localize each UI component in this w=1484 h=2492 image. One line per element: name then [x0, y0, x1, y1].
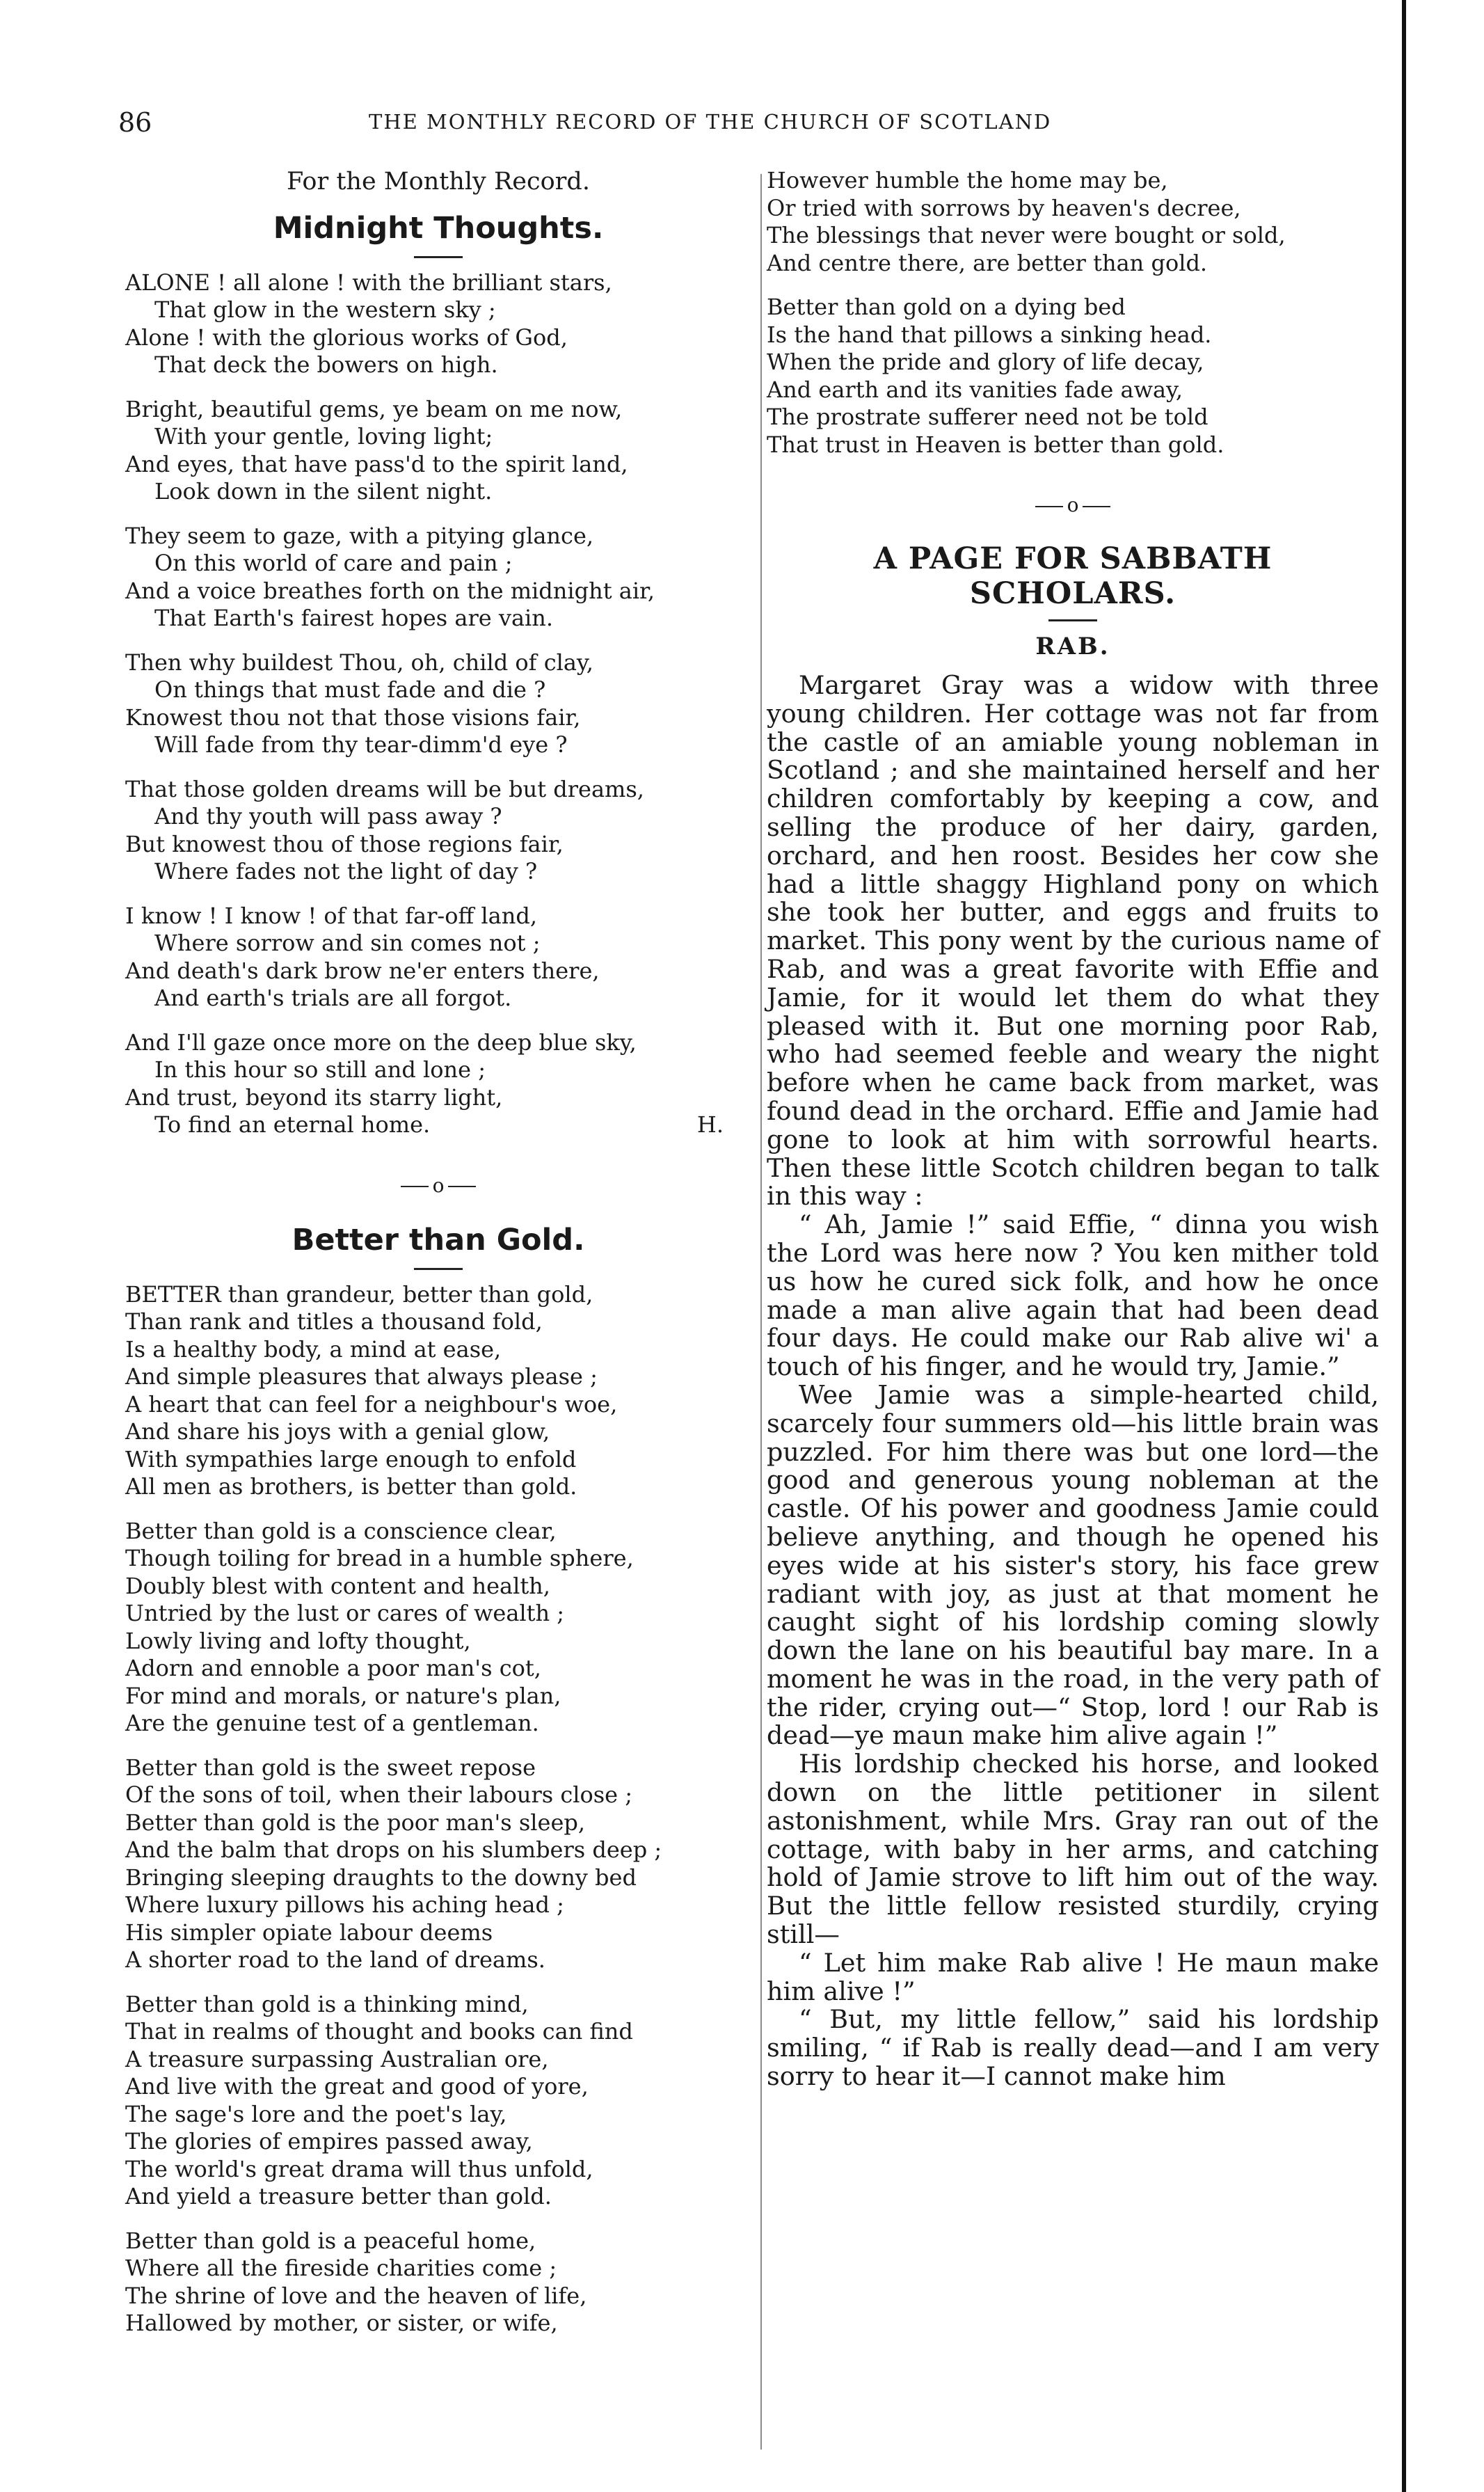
stanza	[125, 1754, 751, 1974]
right-column	[767, 167, 1379, 2091]
poem-title-midnight-thoughts: Midnight Thoughts.	[273, 211, 604, 246]
section-divider	[767, 493, 1379, 516]
story-paragraph: Margaret Gray was a widow with three young children. Her cottage was not far from the castle of an amiable young nobleman in Scotland ; and she maintained herself and her children comfortably by keeping a cow, and selling the produce of her dairy, garden, orchard, and hen roost. Besides her cow she had a little shaggy Highland pony on which she took her butter, and eggs and fruits to market. This pony went by the curious name of Rab, and was a great favorite with Effie and Jamie, for it would let them do what they pleased with it. But one morning poor Rab, who had seemed feeble and weary the night before when he came back from market, was found dead in the orchard. Effie and Jamie had gone to look at him with sorrowful hearts. Then these little Scotch children began to talk in this way :	[767, 670, 1379, 1212]
poem-line: The glories of empires passed away,	[125, 2128, 533, 2154]
story-body	[767, 672, 1379, 2091]
stanza	[125, 396, 751, 506]
poem-line: The prostrate sufferer need not be told	[767, 404, 1208, 430]
poem-line: Alone ! with the glorious works of God,	[125, 324, 568, 351]
poem-line: And trust, beyond its starry light,	[125, 1084, 503, 1111]
poem-line: And centre there, are better than gold.	[767, 249, 1208, 276]
poem-line: Doubly blest with content and health,	[125, 1572, 550, 1599]
story-title: RAB.	[1035, 633, 1110, 660]
poem-midnight-thoughts	[125, 269, 751, 1139]
poem-line: However humble the home may be,	[767, 167, 1168, 193]
poem-line: Bringing sleeping draughts to the downy bed	[125, 1864, 637, 1891]
poem-line: Where sorrow and sin comes not ;	[154, 930, 541, 957]
poem-better-than-gold	[125, 1281, 751, 2338]
poem-line: On things that must fade and die ?	[154, 676, 546, 704]
poem-line: And share his joys with a genial glow,	[125, 1418, 550, 1445]
poem-line: Better than gold is the poor man's sleep,	[125, 1809, 586, 1836]
section-heading: A PAGE FOR SABBATH SCHOLARS.	[873, 541, 1272, 611]
story-paragraph: Wee Jamie was a simple-hearted child, scarcely four summers old—his little brain was puzzled. For him there was but one lord—the good and generous young nobleman at the castle. Of his power and goodness Jamie could believe anything, and though he opened his eyes wide at his sister's story, his face grew radiant with joy, as just at that moment he caught sight of his lordship coming slowly down the lane on his beautiful bay mare. In a moment he was in the road, in the very path of the rider, crying out—“ Stop, lord ! our Rab is dead—ye maun make him alive again !”	[767, 1379, 1379, 1751]
poem-line: Where fades not the light of day ?	[154, 858, 538, 885]
poem-line: All men as brothers, is better than gold.	[125, 1473, 577, 1500]
for-label: For the Monthly Record.	[287, 168, 590, 196]
poem-line: Better than gold is a peaceful home,	[125, 2227, 536, 2254]
stanza	[125, 269, 751, 379]
poem-line: Of the sons of toil, when their labours close ;	[125, 1781, 633, 1808]
poem-line: The shrine of love and the heaven of life,	[125, 2282, 587, 2309]
poem-line: When the pride and glory of life decay,	[767, 349, 1204, 375]
poem-line: I know ! I know ! of that far-off land,	[125, 902, 537, 929]
stanza	[125, 2228, 751, 2338]
poem-line: Untried by the lust or cares of wealth ;	[125, 1600, 565, 1626]
running-header	[118, 107, 1391, 142]
poem-line: Are the genuine test of a gentleman.	[125, 1710, 539, 1736]
poem-line: And earth and its vanities fade away,	[767, 376, 1183, 403]
poem-line: And the balm that drops on his slumbers deep ;	[125, 1836, 662, 1863]
poem-line: Then why buildest Thou, oh, child of clay,	[125, 649, 593, 676]
left-column	[125, 167, 751, 2354]
stanza	[125, 523, 751, 633]
poem-line: The blessings that never were bought or sold,	[767, 222, 1286, 248]
poem-line: Will fade from thy tear-dimm'd eye ?	[154, 731, 568, 759]
stanza	[125, 649, 751, 759]
poem-line: Better than gold on a dying bed	[767, 294, 1126, 320]
poem-line: Better than gold is a conscience clear,	[125, 1517, 557, 1544]
author-signature: H.	[696, 1111, 724, 1138]
poem-line: And live with the great and good of yore,	[125, 2073, 589, 2100]
poem-line: On this world of care and pain ;	[154, 550, 513, 577]
column-divider-rule	[760, 174, 762, 2450]
poem-line: With sympathies large enough to enfold	[125, 1445, 577, 1473]
page-edge-rule	[1402, 0, 1406, 2492]
poem-line: And thy youth will pass away ?	[154, 803, 502, 830]
poem-line: BETTER than grandeur, better than gold,	[125, 1280, 593, 1308]
poem-line: And yield a treasure better than gold.	[125, 2183, 552, 2209]
poem-better-than-gold-continued	[767, 167, 1379, 459]
divider-ornament: o	[1031, 493, 1115, 516]
poem-line: Where all the fireside charities come ;	[125, 2255, 557, 2281]
story-paragraph: “ But, my little fellow,” said his lordship smiling, “ if Rab is really dead—and I am very sorry to hear it—I cannot make him	[767, 2004, 1379, 2092]
stanza	[767, 294, 1379, 459]
story-paragraph: His lordship checked his horse, and looked down on the little petitioner in silent astonishment, while Mrs. Gray ran out of the cottage, with baby in her arms, and catching hold of Jamie strove to lift him out of the way. But the little fellow resisted sturdily, crying still—	[767, 1749, 1379, 1950]
stanza	[767, 167, 1379, 277]
poem-line: The world's great drama will thus unfold,	[125, 2155, 593, 2182]
poem-line: Hallowed by mother, or sister, or wife,	[125, 2310, 558, 2336]
title-rule	[414, 256, 463, 258]
poem-line	[125, 1111, 751, 1139]
poem-line: And I'll gaze once more on the deep blue sky,	[125, 1029, 637, 1056]
poem-line: Lowly living and lofty thought,	[125, 1627, 471, 1654]
divider-ornament: o	[397, 1174, 481, 1197]
poem-line: And a voice breathes forth on the midnight air,	[125, 577, 655, 604]
poem-line: And death's dark brow ne'er enters there,	[125, 957, 600, 984]
poem-title-better-than-gold: Better than Gold.	[292, 1222, 585, 1257]
poem-line: Look down in the silent night.	[154, 478, 493, 505]
stanza	[125, 1281, 751, 1501]
poem-line: That glow in the western sky ;	[154, 296, 496, 324]
poem-line: ALONE ! all alone ! with the brilliant stars,	[125, 269, 612, 296]
poem-line: Where luxury pillows his aching head ;	[125, 1891, 564, 1918]
poem-line: And eyes, that have pass'd to the spirit land,	[125, 450, 628, 477]
poem-line: That Earth's fairest hopes are vain.	[154, 605, 554, 632]
poem-line: That in realms of thought and books can find	[125, 2018, 633, 2045]
section-divider	[125, 1174, 751, 1197]
poem-line: But knowest thou of those regions fair,	[125, 830, 564, 857]
poem-line: Is the hand that pillows a sinking head.	[767, 321, 1212, 348]
poem-line: That those golden dreams will be but dreams,	[125, 775, 644, 802]
poem-line: Adorn and ennoble a poor man's cot,	[125, 1655, 541, 1681]
poem-line: For mind and morals, or nature's plan,	[125, 1682, 561, 1709]
title-rule	[1048, 619, 1097, 621]
story-paragraph: “ Let him make Rab alive ! He maun make him alive !”	[767, 1947, 1379, 2006]
poem-line: Better than gold is the sweet repose	[125, 1754, 536, 1781]
story-paragraph: “ Ah, Jamie !” said Effie, “ dinna you wish the Lord was here now ? You ken mither told us how he cured sick folk, and how he once made a man alive again that had been dead four days. He could make our Rab alive wi' a touch of his finger, and he would try, Jamie.”	[767, 1209, 1379, 1382]
poem-line: Knowest thou not that those visions fair,	[125, 704, 581, 731]
stanza	[125, 903, 751, 1013]
poem-line: His simpler opiate labour deems	[125, 1919, 493, 1946]
poem-line: A heart that can feel for a neighbour's woe,	[125, 1390, 618, 1418]
poem-line: Is a healthy body, a mind at ease,	[125, 1335, 502, 1363]
poem-line: With your gentle, loving light;	[154, 423, 493, 450]
title-rule	[414, 1268, 463, 1270]
poem-line: A treasure surpassing Australian ore,	[125, 2045, 549, 2072]
stanza	[125, 776, 751, 886]
poem-line-text: To find an eternal home.	[154, 1111, 431, 1138]
poem-line: They seem to gaze, with a pitying glance,	[125, 522, 594, 549]
poem-line: The sage's lore and the poet's lay,	[125, 2100, 507, 2127]
poem-line: A shorter road to the land of dreams.	[125, 1946, 545, 1973]
page-number: 86	[118, 107, 152, 138]
poem-line: In this hour so still and lone ;	[154, 1056, 486, 1084]
stanza	[125, 1991, 751, 2211]
poem-line: That trust in Heaven is better than gold.	[767, 431, 1224, 458]
stanza	[125, 1518, 751, 1738]
poem-line: And earth's trials are all forgot.	[154, 985, 512, 1012]
poem-line: Though toiling for bread in a humble sphere,	[125, 1545, 634, 1571]
poem-line: Bright, beautiful gems, ye beam on me now,	[125, 395, 623, 422]
poem-line: Better than gold is a thinking mind,	[125, 1990, 529, 2017]
poem-line: Than rank and titles a thousand fold,	[125, 1308, 543, 1335]
poem-line: Or tried with sorrows by heaven's decree,	[767, 194, 1241, 221]
poem-line: That deck the bowers on high.	[154, 351, 498, 379]
stanza	[125, 1029, 751, 1139]
poem-line: And simple pleasures that always please ;	[125, 1363, 598, 1390]
journal-title: THE MONTHLY RECORD OF THE CHURCH OF SCOTLAND	[369, 110, 1052, 134]
